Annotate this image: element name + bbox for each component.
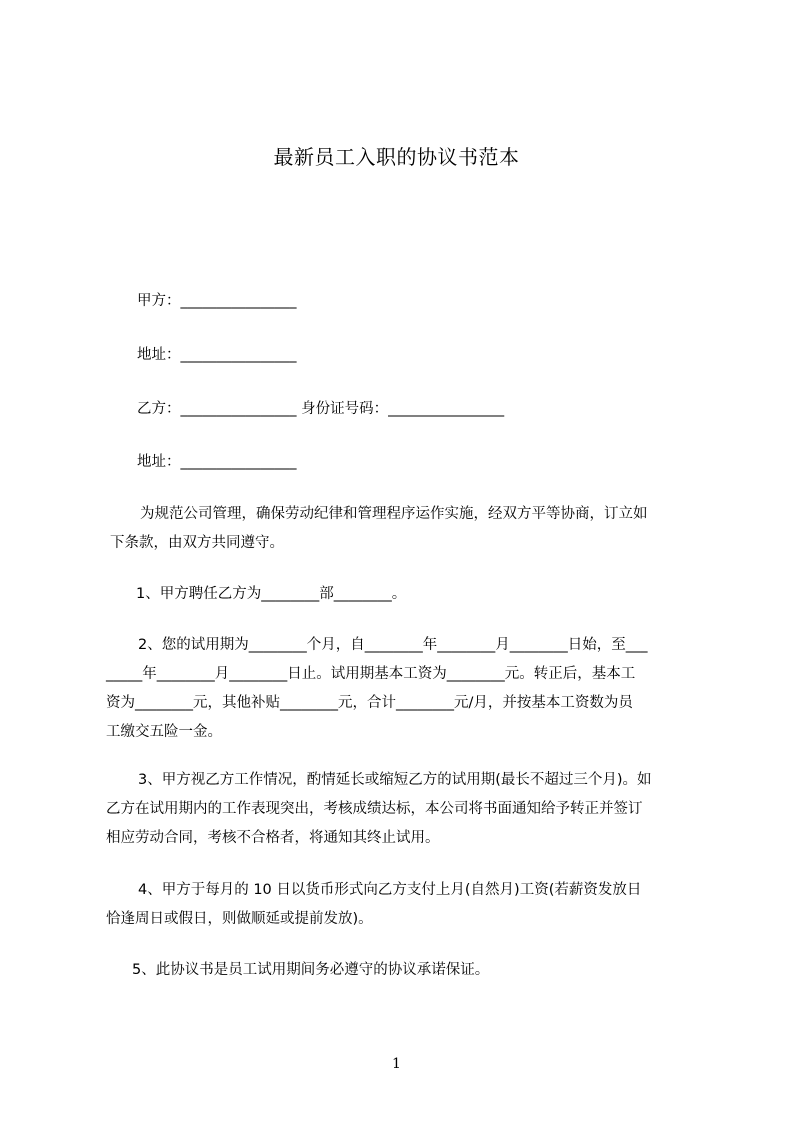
clause-5 [132,956,710,985]
clause-1 [132,580,710,609]
intro-paragraph [110,500,710,558]
clause-2-line-1: 2、您的试用期为________个月，自________年________月________日始，至___ [138,637,648,653]
address-b-field: 地址：________________ [137,454,297,470]
clause-2-line-4: 工缴交五险一金。 [106,724,222,740]
clause-3-line-1: 3、甲方视乙方工作情况，酌情延长或缩短乙方的试用期(最长不超过三个月)。如 [138,772,652,788]
party-b-field: 乙方：________________ 身份证号码：________________ [137,401,505,417]
clause-3-line-3: 相应劳动合同，考核不合格者，将通知其终止试用。 [106,830,440,846]
intro-line-1: 为规范公司管理，确保劳动纪律和管理程序运作实施，经双方平等协商，订立如 [140,506,648,522]
clause-5-line-1: 5、此协议书是员工试用期间务必遵守的协议承诺保证。 [132,962,490,978]
clause-2 [106,631,710,747]
clause-3-line-2: 乙方在试用期内的工作表现突出，考核成绩达标，本公司将书面通知给予转正并签订 [106,801,643,817]
party-a-field: 甲方：________________ [137,293,297,309]
clause-3 [106,766,710,853]
page-number: 1 [392,1056,401,1072]
clause-2-line-3: 资为________元，其他补贴________元，合计________元/月，并按基本工资数为员 [106,695,633,711]
clause-2-line-2: _____年________月________日止。试用期基本工资为________元。转正后，基本工 [106,666,636,682]
address-a-field: 地址：________________ [137,347,297,363]
intro-line-2: 下条款，由双方共同遵守。 [110,535,284,551]
document-title: 最新员工入职的协议书范本 [273,145,520,169]
clause-4 [106,876,710,934]
clause-1-line-1: 1、甲方聘任乙方为________部________。 [136,586,407,602]
clause-4-line-1: 4、甲方于每月的 10 日以货币形式向乙方支付上月(自然月)工资(若薪资发放日 [138,882,642,898]
clause-4-line-2: 恰逢周日或假日，则做顺延或提前发放)。 [106,911,373,927]
